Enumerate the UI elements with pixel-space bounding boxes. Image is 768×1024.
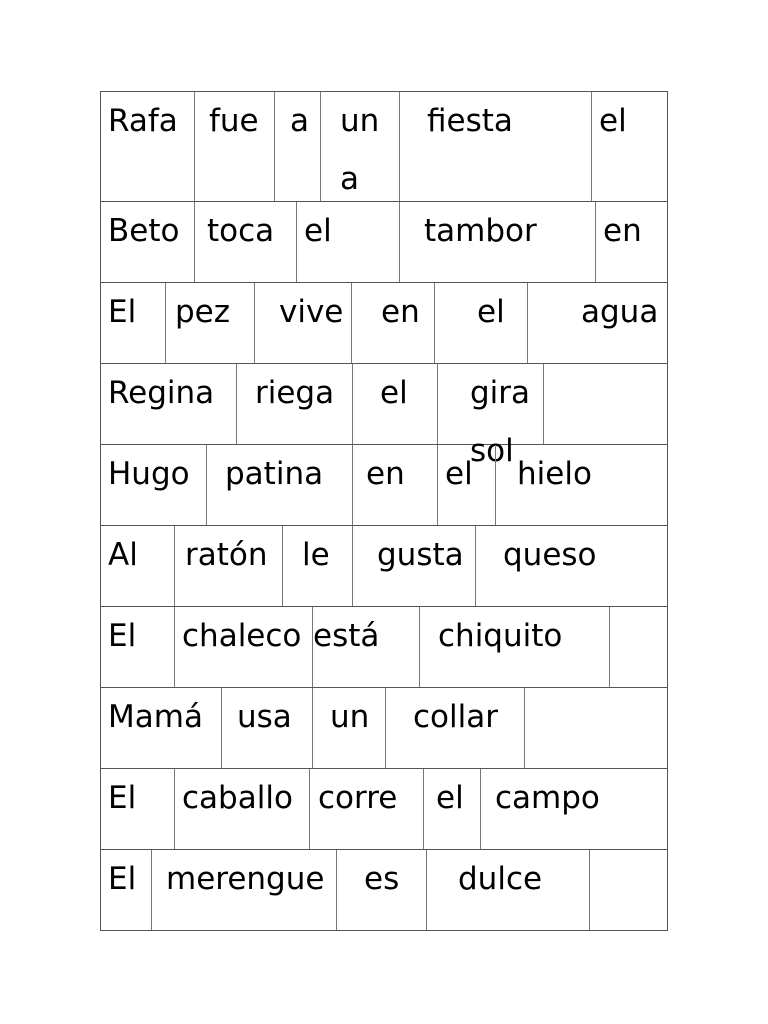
word-card[interactable]: collar — [386, 688, 525, 768]
word-card[interactable]: el — [435, 283, 528, 363]
sentence-row — [100, 364, 668, 469]
blank-card[interactable] — [544, 364, 669, 444]
sentence-row — [100, 526, 668, 607]
word-card[interactable]: El — [101, 850, 152, 930]
sentence-row — [100, 850, 668, 931]
word-card[interactable]: ratón — [175, 526, 283, 606]
sentence-row — [100, 607, 668, 688]
word-card[interactable]: Al — [101, 526, 175, 606]
word-card[interactable]: está — [313, 607, 420, 687]
word-card[interactable]: merengue — [152, 850, 337, 930]
word-card[interactable]: gusta — [353, 526, 476, 606]
word-card[interactable]: hielo — [517, 456, 592, 492]
sentence-row — [100, 445, 668, 526]
word-card[interactable]: patina — [207, 445, 353, 525]
word-card[interactable]: tambor — [400, 202, 596, 282]
blank-card[interactable] — [525, 688, 669, 768]
word-card[interactable]: queso — [503, 537, 597, 573]
word-card[interactable]: el — [599, 103, 627, 139]
word-card[interactable]: el — [353, 364, 438, 444]
word-card[interactable]: corre — [310, 769, 424, 849]
word-card[interactable]: Rafa — [101, 92, 195, 201]
word-card[interactable]: es — [337, 850, 427, 930]
word-card[interactable]: pez — [166, 283, 255, 363]
word-card[interactable]: a — [275, 92, 321, 201]
sentence-row — [100, 769, 668, 850]
word-card[interactable]: en — [353, 445, 438, 525]
word-card[interactable]: Hugo — [101, 445, 207, 525]
word-card[interactable]: El — [101, 283, 166, 363]
blank-card[interactable] — [590, 850, 669, 930]
word-card[interactable]: le — [283, 526, 353, 606]
word-card[interactable]: el — [424, 769, 481, 849]
blank-card[interactable] — [610, 607, 669, 687]
word-card[interactable]: un — [313, 688, 386, 768]
word-card[interactable]: fiesta — [400, 92, 592, 201]
word-card[interactable]: en — [603, 213, 642, 249]
word-card[interactable]: un a — [321, 92, 400, 201]
word-card[interactable]: agua — [581, 294, 659, 330]
word-card[interactable]: el — [438, 445, 496, 525]
word-card[interactable]: Mamá — [101, 688, 222, 768]
word-card[interactable]: usa — [222, 688, 313, 768]
word-card[interactable]: vive — [255, 283, 352, 363]
word-card[interactable]: campo — [495, 780, 600, 816]
word-card[interactable]: El — [101, 769, 175, 849]
word-card-table — [100, 91, 668, 931]
sentence-row — [100, 283, 668, 364]
word-card[interactable]: toca — [195, 202, 297, 282]
sentence-row — [100, 92, 668, 202]
word-card[interactable]: caballo — [175, 769, 310, 849]
word-card[interactable]: dulce — [427, 850, 590, 930]
word-card[interactable]: el — [297, 202, 400, 282]
word-card[interactable]: chaleco — [175, 607, 313, 687]
word-card[interactable]: fue — [195, 92, 275, 201]
word-card[interactable]: girasol — [438, 364, 544, 444]
word-card[interactable]: Beto — [101, 202, 195, 282]
word-card[interactable]: chiquito — [420, 607, 610, 687]
sentence-row — [100, 688, 668, 769]
word-card[interactable]: El — [101, 607, 175, 687]
word-card[interactable]: en — [352, 283, 435, 363]
word-card[interactable]: Regina — [101, 364, 237, 444]
sentence-row — [100, 202, 668, 283]
word-card[interactable]: riega — [237, 364, 353, 444]
